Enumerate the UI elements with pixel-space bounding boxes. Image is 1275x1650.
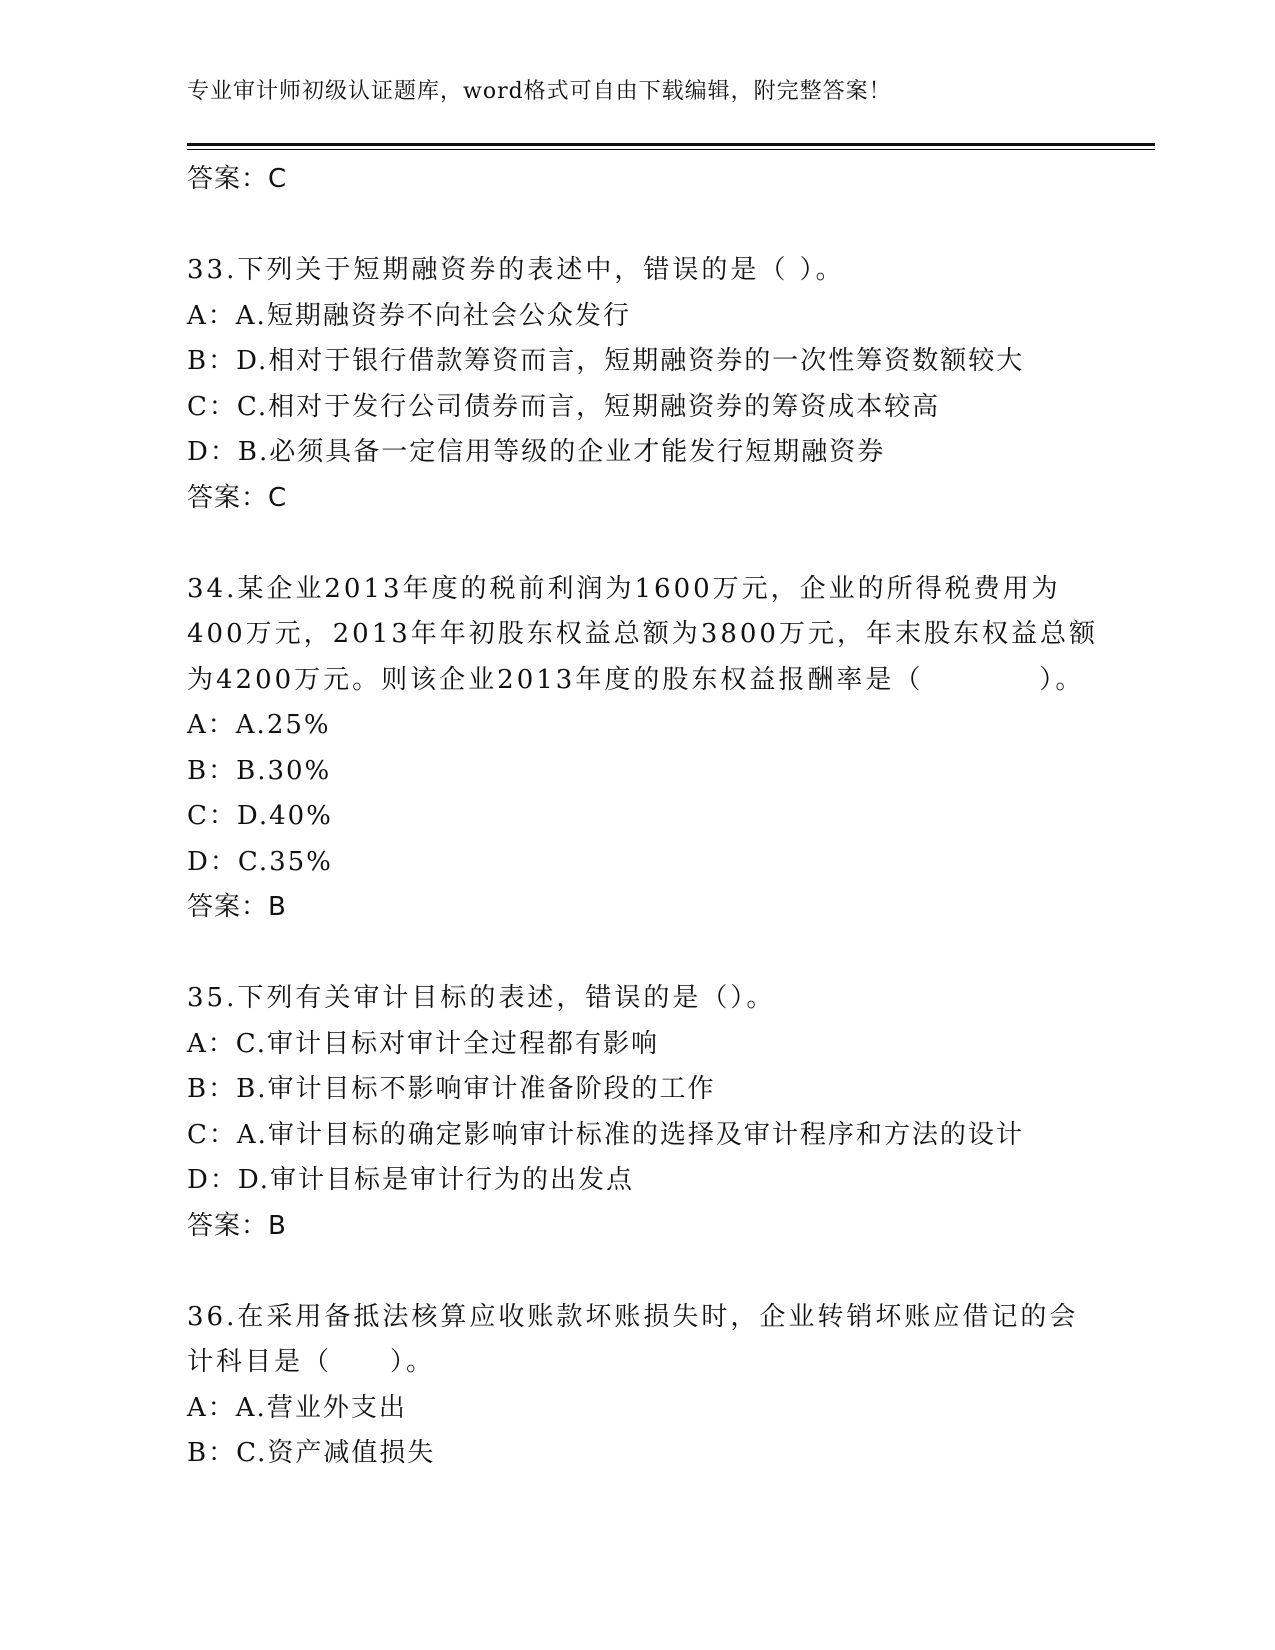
answer-line [187,157,1087,203]
header-rule [187,143,1155,146]
option-c: C：D.40% [187,801,333,831]
answer-value: B [268,892,286,922]
question-35 [187,976,1087,1249]
spacer [187,931,1087,977]
question-36 [187,1295,1087,1477]
option-b: B：B.30% [187,755,332,786]
spacer [187,521,1087,567]
answer-label: 答案： [187,1210,269,1241]
option-a: A：C.审计目标对审计全过程都有影响 [187,1028,660,1059]
question-34 [187,567,1098,931]
option-d: D：C.35% [187,846,333,877]
answer-line [187,885,1087,931]
option-c: C：A.审计目标的确定影响审计标准的选择及审计程序和方法的设计 [187,1119,1024,1150]
option-b: B：D.相对于银行借款筹资而言，短期融资券的一次性筹资数额较大 [187,346,1025,376]
option-b: B：B.审计目标不影响审计准备阶段的工作 [187,1074,716,1104]
option-a: A：A.短期融资券不向社会公众发行 [187,300,631,331]
page-header: 专业审计师初级认证题库，word格式可自由下载编辑，附完整答案！ [187,79,892,104]
question-stem-line-1: 36.在采用备抵法核算应收账款坏账损失时，企业转销坏账应借记的会 [187,1301,1079,1332]
option-a: A：A.25% [187,710,331,740]
answer-line [187,476,1087,522]
spacer [187,1249,1087,1295]
spacer [187,203,1087,249]
option-a: A：A.营业外支出 [187,1392,407,1423]
answer-value: B [268,1210,286,1241]
option-d: D：D.审计目标是审计行为的出发点 [187,1165,635,1195]
question-stem-line-2: 计科目是（ ）。 [187,1347,436,1377]
question-stem: 33.下列关于短期融资券的表述中，错误的是（ ）。 [187,255,845,285]
option-b: B：C.资产减值损失 [187,1438,436,1468]
answer-line [187,1204,1087,1250]
option-d: D：B.必须具备一定信用等级的企业才能发行短期融资券 [187,437,886,467]
answer-value: C [268,482,287,513]
answer-label: 答案： [187,164,269,194]
answer-label: 答案： [187,482,269,513]
answer-label: 答案： [187,892,269,922]
question-stem: 35.下列有关审计目标的表述，错误的是（）。 [187,983,776,1013]
question-33 [187,248,1087,521]
question-stem-line-3: 为4200万元。则该企业2013年度的股东权益报酬率是（ ）。 [187,664,1085,695]
question-content [187,157,1098,1477]
option-c: C：C.相对于发行公司债券而言，短期融资券的筹资成本较高 [187,391,941,422]
question-stem-line-2: 400万元，2013年年初股东权益总额为3800万元，年末股东权益总额 [187,619,1098,649]
answer-value: C [268,164,287,194]
question-stem-line-1: 34.某企业2013年度的税前利润为1600万元，企业的所得税费用为 [187,573,1061,604]
header-rule-thin [187,149,1155,150]
